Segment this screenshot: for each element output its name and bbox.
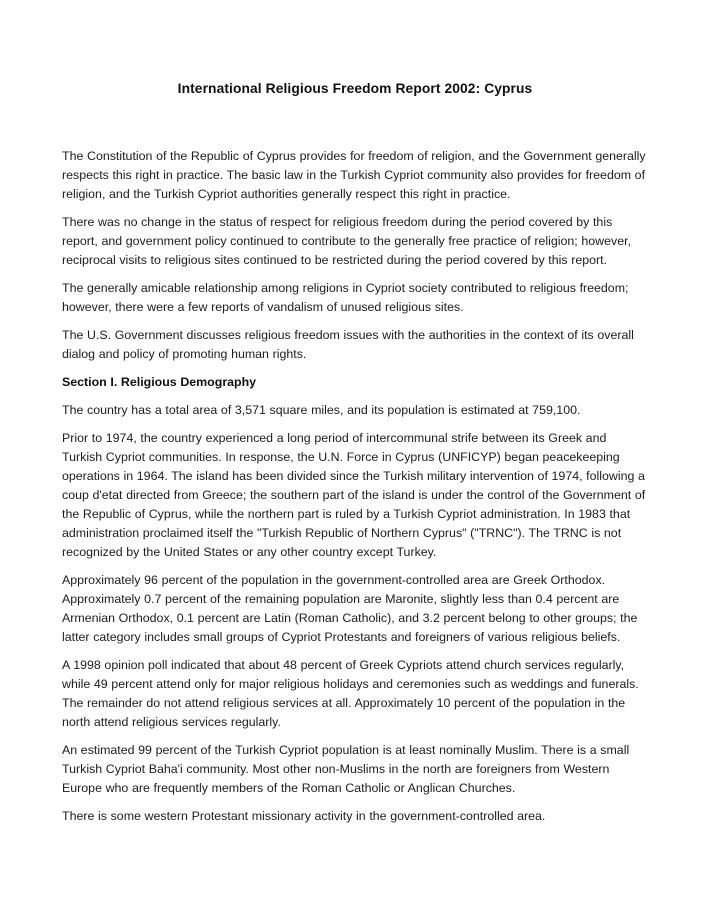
paragraph-prior-to-1974: Prior to 1974, the country experienced a long period of intercommunal strife between its Greek and Turkish Cypriot communities. In response, the U.N. Force in Cyprus (UNFICYP) began peacekeeping operations in 1964. The island has been divided since the Turkish military intervention of 1974, following a coup d'etat directed from Greece; the southern part of the island is under the control of the Government of the Republic of Cyprus, while the northern part is ruled by a Turkish Cypriot administration. In 1983 that administration proclaimed itself the "Turkish Republic of Northern Cyprus" ("TRNC"). The TRNC is not recognized by the United States or any other country except Turkey. bbox=[62, 431, 646, 559]
paragraph-status-of-respect: There was no change in the status of respect for religious freedom during the period covered by this report, and government policy continued to contribute to the generally free practice of religion; however, reciprocal visits to religious sites continued to be restricted during the period covered by this report. bbox=[62, 215, 631, 267]
paragraph-turkish-cypriot-muslim: An estimated 99 percent of the Turkish Cypriot population is at least nominally Muslim. There is a small Turkish Cypriot Baha'i community. Most other non-Muslims in the north are foreigners from Western Europe who are frequently members of the Roman Catholic or Anglican Churches. bbox=[62, 743, 630, 795]
paragraph-constitution: The Constitution of the Republic of Cyprus provides for freedom of religion, and the Government generally respects this right in practice. The basic law in the Turkish Cypriot community also provides for freedom of religion, and the Turkish Cypriot authorities generally respect this right in practice. bbox=[62, 149, 646, 201]
paragraph-population-percentages: Approximately 96 percent of the population in the government-controlled area are Greek Orthodox. Approximately 0.7 percent of the remaining population are Maronite, slightly less than 0.4 percent are Armenian Orthodox, 0.1 percent are Latin (Roman Catholic), and 3.2 percent belong to other groups; the latter category includes small groups of Cypriot Protestants and foreigners of various religious beliefs. bbox=[62, 573, 638, 644]
paragraph-opinion-poll: A 1998 opinion poll indicated that about 48 percent of Greek Cypriots attend church services regularly, while 49 percent attend only for major religious holidays and ceremonies such as weddings and funerals. The remainder do not attend religious services at all. Approximately 10 percent of the population in the north attend religious services regularly. bbox=[62, 658, 639, 729]
paragraph-protestant-missionary: There is some western Protestant missionary activity in the government-controlled area. bbox=[62, 809, 546, 823]
paragraph-country-area: The country has a total area of 3,571 square miles, and its population is estimated at 759,100. bbox=[62, 403, 581, 417]
document-title: International Religious Freedom Report 2002: Cyprus bbox=[177, 81, 533, 96]
paragraph-us-government: The U.S. Government discusses religious freedom issues with the authorities in the context of its overall dialog and policy of promoting human rights. bbox=[62, 328, 634, 361]
paragraph-amicable-relationship: The generally amicable relationship among religions in Cypriot society contributed to religious freedom; however, there were a few reports of vandalism of unused religious sites. bbox=[62, 281, 629, 314]
section-heading-religious-demography: Section I. Religious Demography bbox=[62, 375, 257, 389]
